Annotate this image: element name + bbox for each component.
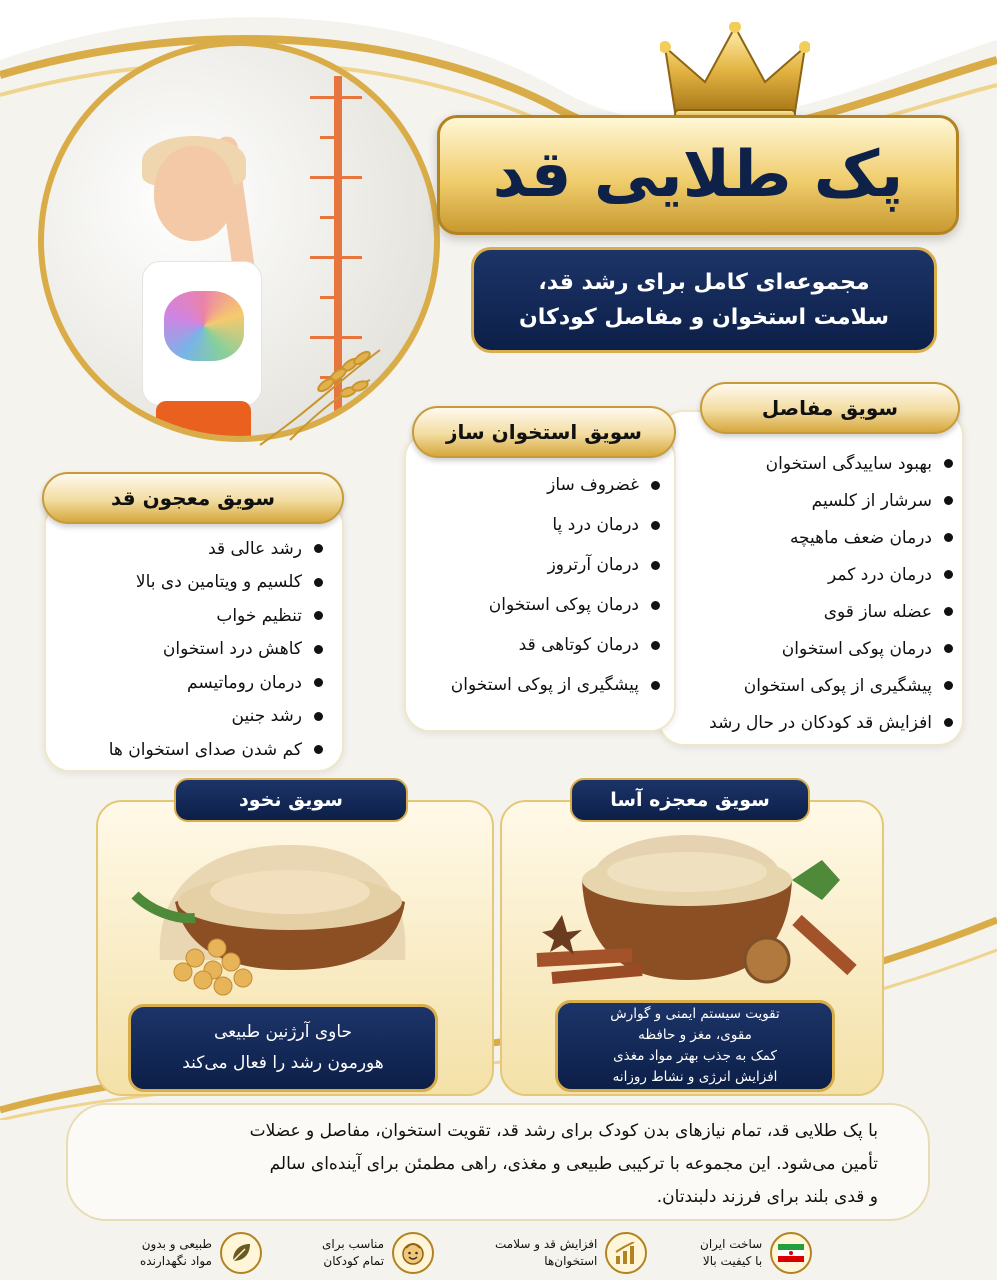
feature-height-bone — [495, 1230, 647, 1276]
chickpea-powder-bowl — [125, 840, 425, 1000]
list-item: غضروف ساز — [451, 465, 660, 505]
list-item: درمان آرتروز — [451, 545, 660, 585]
iran-flag-icon — [770, 1232, 812, 1274]
page-title-banner — [437, 115, 959, 235]
feature-line: افزایش قد و سلامت — [495, 1236, 598, 1251]
list-item: کاهش درد استخوان — [109, 633, 323, 667]
pill-asa: سویق معجزه آسا — [570, 778, 810, 822]
page-title: پک طلایی قد — [492, 138, 904, 212]
list-item: درمان روماتیسم — [109, 666, 323, 700]
wheat-icon — [250, 340, 390, 450]
summary-line-1: با پک طلایی قد، تمام نیازهای بدن کودک برای رشد قد، تقویت استخوان، مفاصل و عضلات — [249, 1121, 878, 1141]
list-item: عضله ساز قوی — [709, 593, 953, 630]
list-item: درمان پوکی استخوان — [451, 585, 660, 625]
feature-line: ساخت ایران — [700, 1236, 763, 1251]
butterfly-print — [164, 291, 244, 361]
feature-line: با کیفیت بالا — [702, 1254, 763, 1268]
pill-majoon: سویق معجون قد — [42, 472, 344, 524]
list-item: رشد عالی قد — [109, 532, 323, 566]
pill-nokhod: سویق نخود — [174, 778, 408, 822]
info-asa — [555, 1000, 835, 1092]
info-line: حاوی آرژنین طبیعی — [213, 1022, 353, 1043]
list-item: تنظیم خواب — [109, 599, 323, 633]
subtitle-line-2: سلامت استخوان و مفاصل کودکان — [519, 305, 890, 330]
subtitle-line-1: مجموعه‌ای کامل برای رشد قد، — [538, 269, 870, 295]
list-majoon — [109, 532, 323, 767]
child-pants — [156, 401, 251, 442]
feature-line: استخوان‌ها — [544, 1254, 598, 1268]
info-line: تقویت سیستم ایمنی و گوارش — [610, 1006, 780, 1023]
info-line: افزایش انرژی و نشاط روزانه — [612, 1068, 778, 1085]
list-mafasel — [709, 445, 953, 741]
info-line: مقوی، مغز و حافظه — [638, 1027, 752, 1044]
list-item: درمان کوتاهی قد — [451, 625, 660, 665]
list-ostokhan — [451, 465, 660, 705]
feature-all-kids — [322, 1230, 434, 1276]
subtitle-box — [471, 247, 937, 353]
list-item: درمان درد پا — [451, 505, 660, 545]
feature-natural — [140, 1230, 262, 1276]
child-face-icon — [392, 1232, 434, 1274]
pill-ostokhan: سویق استخوان ساز — [412, 406, 676, 458]
feature-line: طبیعی و بدون — [141, 1236, 212, 1251]
list-item: سرشار از کلسیم — [709, 482, 953, 519]
list-item: پیشگیری از پوکی استخوان — [451, 665, 660, 705]
feature-made-in-iran — [700, 1230, 812, 1276]
leaf-icon — [220, 1232, 262, 1274]
info-line: هورمون رشد را فعال می‌کند — [182, 1053, 384, 1073]
summary-box — [66, 1103, 930, 1221]
info-nokhod — [128, 1004, 438, 1092]
list-item: درمان ضعف ماهیچه — [709, 519, 953, 556]
feature-line: مناسب برای — [322, 1236, 385, 1251]
spice-powder-bowl — [522, 820, 862, 1000]
ruler-tick — [310, 96, 334, 99]
summary-line-2: تأمین می‌شود. این مجموعه با ترکیبی طبیعی و مغذی، راهی مطمئن برای آینده‌ای سالم — [269, 1154, 878, 1175]
child-face — [154, 146, 234, 241]
list-item: پیشگیری از پوکی استخوان — [709, 667, 953, 704]
summary-line-3: و قدی بلند برای فرزند دلبندتان. — [656, 1187, 878, 1208]
growth-chart-icon — [605, 1232, 647, 1274]
info-line: کمک به جذب بهتر مواد مغذی — [613, 1048, 777, 1064]
list-item: بهبود ساییدگی استخوان — [709, 445, 953, 482]
list-item: درمان پوکی استخوان — [709, 630, 953, 667]
list-item: رشد جنین — [109, 700, 323, 734]
list-item: افزایش قد کودکان در حال رشد — [709, 704, 953, 741]
pill-mafasel: سویق مفاصل — [700, 382, 960, 434]
list-item: کم شدن صدای استخوان ها — [109, 733, 323, 767]
feature-line: مواد نگهدارنده — [140, 1254, 212, 1268]
list-item: درمان درد کمر — [709, 556, 953, 593]
feature-line: تمام کودکان — [323, 1254, 385, 1268]
list-item: کلسیم و ویتامین دی بالا — [109, 566, 323, 600]
